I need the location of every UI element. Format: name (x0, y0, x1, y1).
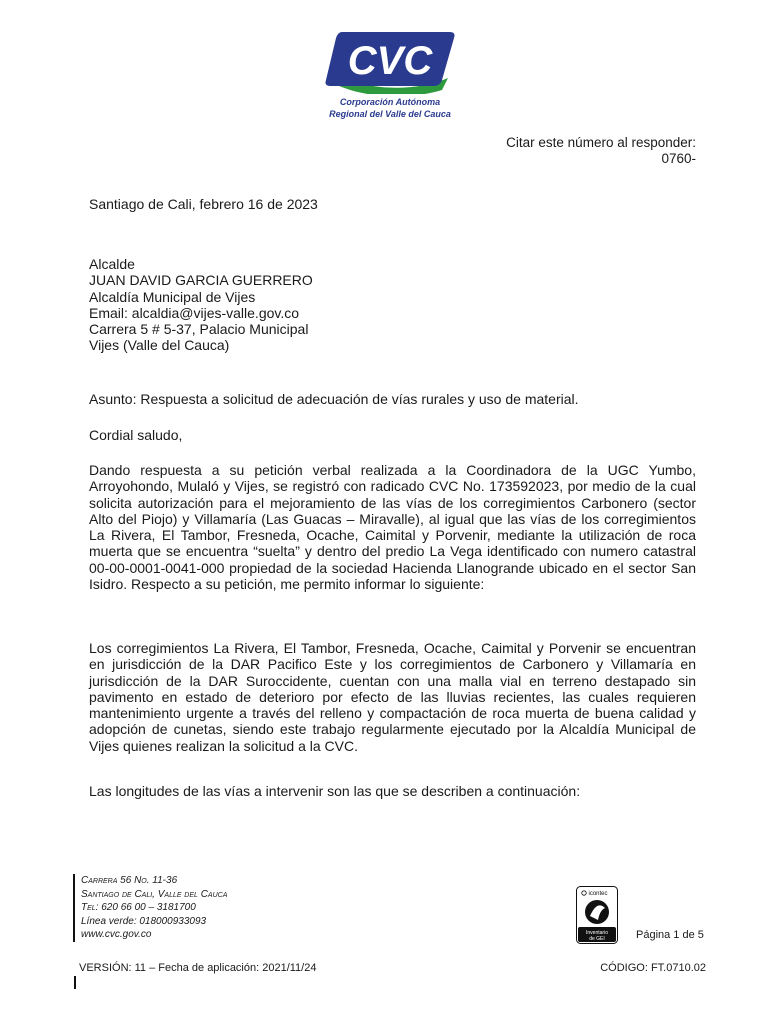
reference-block (506, 135, 696, 167)
logo-subtitle-line1: Corporación Autónoma (339, 97, 441, 107)
badge-bottom-text-1: Inventario (586, 930, 608, 936)
footer-address-line1: Carrera 56 No. 11-36 (81, 875, 178, 886)
document-code: CÓDIGO: FT.0710.02 (600, 962, 706, 974)
page-number: Página 1 de 5 (636, 929, 704, 941)
version-info: VERSIÓN: 11 – Fecha de aplicación: 2021/11/24 (79, 962, 317, 974)
reference-label: Citar este número al responder: (506, 135, 696, 150)
paragraph-2: Los corregimientos La Rivera, El Tambor, Fresneda, Ocache, Caimital y Porvenir se encuentran en jurisdicción de la DAR Pacifico Este y los corregimientos de Carbonero y Villamaría en jurisdicción de la DAR Suroccidente, cuentan con una malla vial en terreno destapado sin pavimento en estado de deterioro por efecto de las lluvias recientes, las cuales requieren mantenimiento urgente a través del relleno y compactación de roca muerta de buena calidad y adopción de cunetas, siendo este trabajo regularmente ejecutado por la Alcaldía Municipal de Vijes quienes realizan la solicitud a la CVC. (89, 640, 696, 754)
recipient-address: Carrera 5 # 5-37, Palacio Municipal (89, 321, 309, 338)
footer-green-line: Línea verde: 018000933093 (81, 915, 207, 927)
paragraph-3: Las longitudes de las vías a intervenir son las que se describen a continuación: (89, 783, 581, 799)
icontec-badge (576, 886, 618, 944)
logo-text: CVC (347, 39, 433, 83)
icontec-seal-icon (576, 886, 618, 944)
greeting: Cordial saludo, (89, 427, 183, 443)
cvc-logo-mark (322, 28, 458, 94)
recipient-city: Vijes (Valle del Cauca) (89, 337, 230, 354)
footer-website: www.cvc.gov.co (81, 929, 152, 941)
logo-subtitle-line2: Regional del Valle del Cauca (329, 109, 451, 119)
reference-number: 0760- (661, 151, 696, 166)
badge-bottom-text-2: de GEI (589, 936, 605, 942)
recipient-block (89, 256, 696, 354)
recipient-title: Alcalde (89, 256, 135, 272)
subject-line: Asunto: Respuesta a solicitud de adecuación de vías rurales y uso de material. (89, 391, 579, 407)
paragraph-1: Dando respuesta a su petición verbal realizada a la Coordinadora de la UGC Yumbo, Arroyohondo, Mulaló y Vijes, se registró con radicado CVC No. 173592023, por medio de la cual solicita autorización para el mejoramiento de las vías de los corregimientos Carbonero (sector Alto del Piojo) y Villamaría (Las Guacas – Miravalle), al igual que las vías de los corregimientos La Rivera, El Tambor, Fresneda, Ocache, Caimital y Porvenir, mediante la utilización de roca muerta que se encuentra “suelta” y dentro del predio La Vega identificado con numero catastral 00-00-0001-0041-000 propiedad de la sociedad Hacienda Llanogrande ubicado en el sector San Isidro. Respecto a su petición, me permito informar lo siguiente: (89, 462, 696, 593)
footer-address-line2: Santiago de Cali, Valle del Cauca (81, 888, 228, 900)
cvc-logo (322, 28, 458, 122)
footer-address (73, 874, 227, 942)
footer-phone: Tel: 620 66 00 – 3181700 (81, 902, 196, 914)
margin-mark (74, 976, 76, 989)
recipient-email: Email: alcaldia@vijes-valle.gov.co (89, 304, 300, 321)
date-line: Santiago de Cali, febrero 16 de 2023 (89, 196, 318, 212)
recipient-name: JUAN DAVID GARCIA GUERRERO (89, 272, 313, 289)
badge-top-text: icontec (588, 891, 608, 897)
recipient-entity: Alcaldía Municipal de Vijes (89, 288, 256, 305)
